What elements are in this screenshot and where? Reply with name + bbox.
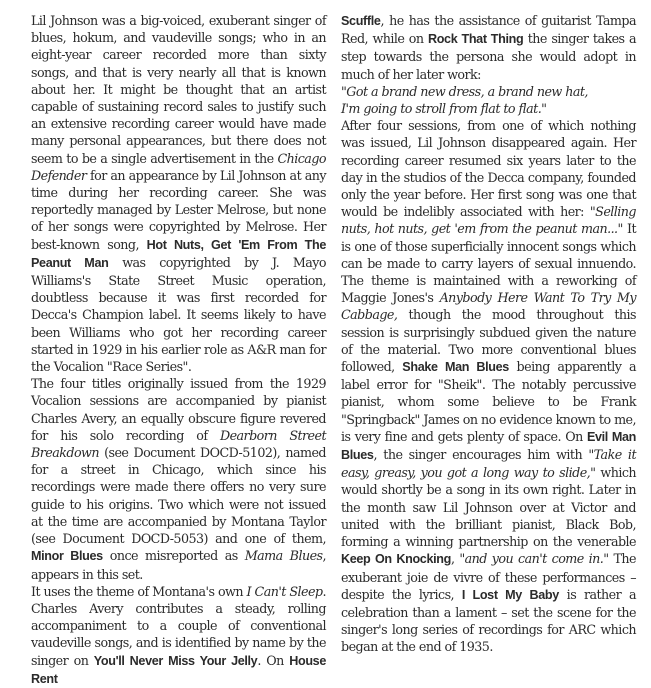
song-title-italic: Anybody Here Want To Try My Cabbage, [341,290,636,323]
song-title: Evil Man Blues [341,429,636,463]
song-title-italic: Mama Blues [244,548,323,564]
song-title: Hot Nuts, Get 'Em From The Peanut Man [31,237,326,270]
publication-title: Chicago Defender [31,150,326,183]
paragraph: Scuffle, he has the assistance of guitarist Tampa Red, while on Rock That Thing the singer takes a step towards the persona she would adopt in much of her later work: [341,13,636,82]
song-title: I Lost My Baby [461,587,559,602]
lyric-quote [341,83,636,117]
song-title: Scuffle [341,14,381,28]
song-title-italic: Dearborn Street Breakdown [31,427,326,461]
song-title: House Rent [31,653,326,686]
song-title: Minor Blues [31,549,103,564]
paragraph: Lil Johnson was a big-voiced, exuberant singer of blues, hokum, and vaudeville songs; who in an eight-year career recorded more than sixty songs, and that is very nearly all that is known about her. It might be thought that an artist capable of sustaining record sales to justify such an extensive recording career would have made many personal appearances, but there does not seem to be a single advertisement in the Chicago Defender for an appearance by Lil Johnson at any time during her recording career. She was reportedly managed by Lester Melrose, but none of her songs were copyrighted by Melrose. Her best-known song, Hot Nuts, Get 'Em From The Peanut Man was copyrighted by J. Mayo Williams's State Street Music operation, doubtless because it was first recorded for Decca's Champion label. It seems likely to have been Williams who got her recording career started in 1929 in his earlier role as A&R man for the Vocalion "Race Series". [31,13,326,375]
lyric-inline: "Selling nuts, hot nuts, get 'em from the peanut man..." [341,204,636,237]
lyric-line: "Got a brand new dress, a brand new hat, [341,83,588,99]
song-title-italic: I Can't Sleep [246,583,323,599]
lyric-inline: "Take it easy, greasy, you got a long way to slide," [341,447,636,481]
right-column [341,12,637,655]
left-column [31,12,326,686]
paragraph: After four sessions, from one of which nothing was issued, Lil Johnson disappeared again. Her recording career resumed six years later to the day in the studios of the Decca company, founded only the year before. Her first song was one that would be indelibly associated with her: "Selling nuts, hot nuts, get 'em from the peanut man..." It is one of those superficially innocent songs which can be made to carry layers of sexual innuendo. The theme is maintained with a reworking of Maggie Jones's Anybody Here Want To Try My Cabbage, though the mood throughout this session is surprisingly subdued given the nature of the material. Two more conventional blues followed, Shake Man Blues being apparently a label error for "Sheik". The notably percussive pianist, whom some believe to be Frank "Springback" James on no evidence known to me, is very fine and gets plenty of space. On Evil Man Blues, the singer encourages him with "Take it easy, greasy, you got a long way to slide," which would shortly be a song in its own right. Later in the month saw Lil Johnson over at Victor and united with the brilliant pianist, Black Bob, forming a winning partnership on the venerable Keep On Knocking, "and you can't come in." The exuberant joie de vivre of these performances – despite the lyrics, I Lost My Baby is rather a celebration than a lament – set the scene for the singer's long series of recordings for ARC which began at the end of 1935. [341,118,637,655]
song-title: Rock That Thing [427,32,524,47]
song-title: You'll Never Miss Your Jelly [93,653,258,668]
paragraph: The four titles originally issued from the 1929 Vocalion sessions are accompanied by pianist Charles Avery, an equally obscure figure revered for his solo recording of Dearborn Street Breakdown (see Document DOCD-5102), named for a street in Chicago, which since his recordings were made there offers no very sure guide to his origins. Two which were not issued at the time are accompanied by Montana Taylor (see Document DOCD-5053) and one of them, Minor Blues once misreported as Mama Blues, appears in this set. [31,376,326,582]
song-title: Shake Man Blues [402,360,509,375]
lyric-line: I'm going to stroll from flat to flat." [341,101,547,117]
paragraph: It uses the theme of Montana's own I Can't Sleep. Charles Avery contributes a steady, rolling accompaniment to a couple of conventional vaudeville songs, and is identified by name by the singer on You'll Never Miss Your Jelly. On House Rent [31,583,326,686]
song-title: Keep On Knocking [341,552,451,567]
lyric-inline: "and you can't come in." [459,551,609,567]
